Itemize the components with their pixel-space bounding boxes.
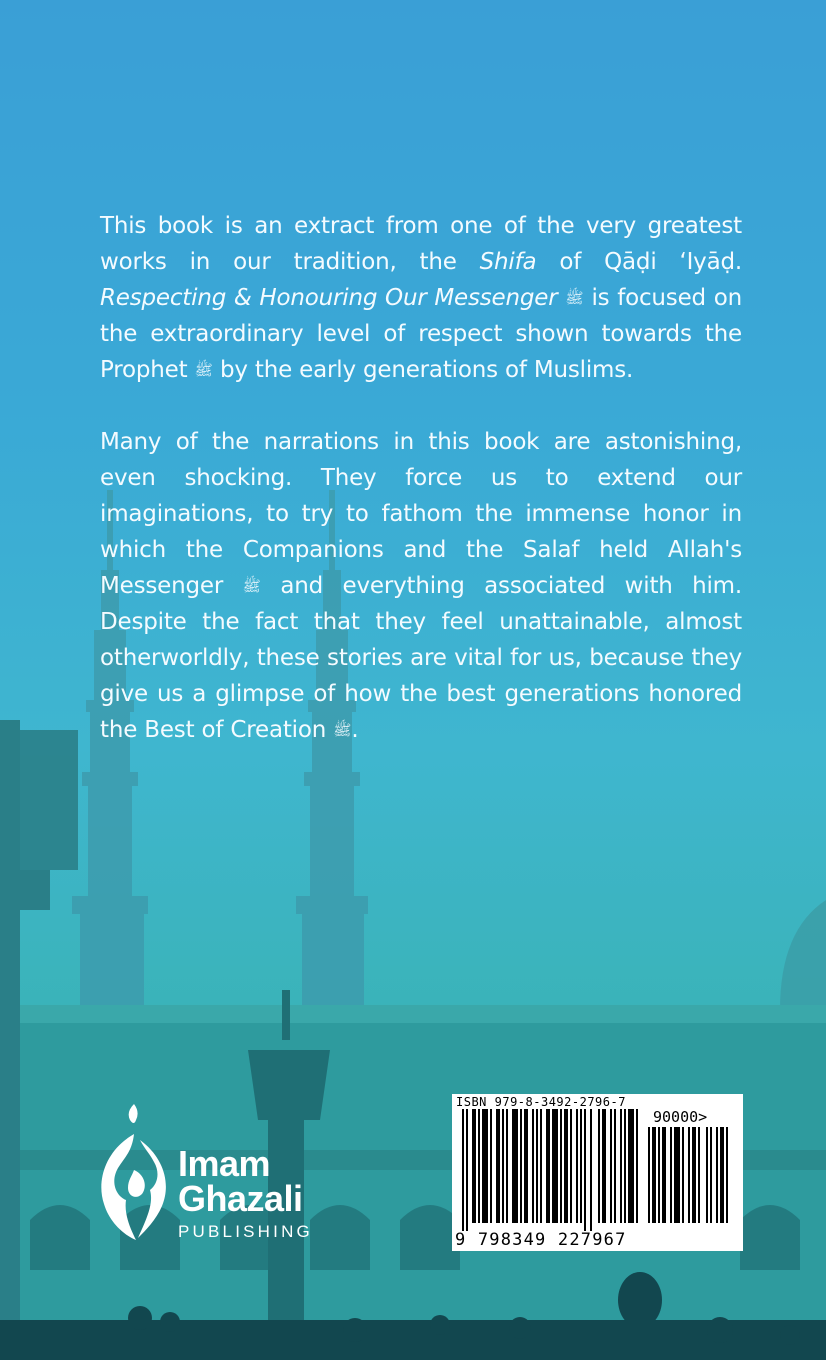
barcode-bar: [620, 1109, 622, 1223]
barcode-bar: [490, 1109, 492, 1223]
barcode-bar: [674, 1127, 680, 1223]
blurb-paragraph-2: [100, 424, 742, 748]
barcode-bar: [580, 1109, 582, 1223]
barcode-bar: [524, 1109, 528, 1223]
salawat-glyph: ﷺ: [194, 361, 213, 379]
isbn-barcode: [452, 1094, 743, 1251]
barcode-bar: [624, 1109, 626, 1223]
barcode-bar: [628, 1109, 634, 1223]
barcode-bar: [614, 1109, 616, 1223]
barcode-bar: [720, 1127, 724, 1223]
barcode-bar: [692, 1127, 696, 1223]
barcode-bar: [726, 1127, 728, 1223]
addon-bars: [648, 1127, 740, 1231]
barcode-bar: [710, 1127, 712, 1223]
publisher-name-line-1: Imam: [178, 1143, 271, 1184]
barcode-bar: [552, 1109, 558, 1223]
price-code: 90000>: [653, 1108, 708, 1126]
blurb-paragraph-1: [100, 208, 742, 388]
barcode-bar: [540, 1109, 542, 1223]
barcode-bar: [570, 1109, 572, 1223]
book-title-shifa: Shifa: [479, 249, 537, 275]
barcode-bar: [698, 1127, 700, 1223]
barcode-bar: [564, 1109, 568, 1223]
barcode-bar: [670, 1127, 672, 1223]
publisher-logo: [96, 1100, 346, 1250]
barcode-bar: [598, 1109, 600, 1223]
barcode-bar: [636, 1109, 638, 1223]
barcode-bar: [560, 1109, 562, 1223]
blurb-text: This book is an extract from one of the very greatest works in our tradition, the: [100, 213, 742, 275]
salawat-glyph: ﷺ: [333, 721, 352, 739]
blurb-text: is focused on the extraordinary level of respect shown towards the Prophet: [100, 285, 742, 383]
barcode-bar: [536, 1109, 538, 1223]
barcode-bar: [506, 1109, 508, 1223]
barcode-bar: [658, 1127, 660, 1223]
barcode-bar: [584, 1109, 586, 1231]
publisher-name-line-2: Ghazali: [178, 1178, 303, 1219]
barcode-bar: [532, 1109, 534, 1223]
barcode-bar: [716, 1127, 718, 1223]
barcode-bar: [466, 1109, 468, 1231]
blurb-text: .: [351, 717, 359, 743]
blurb-text: and everything associated with him. Despite the fact that they feel unattainable, almost otherworldly, these stories are vital for us, because they give us a glimpse of how the best generations honored the Best of Creation: [100, 573, 742, 743]
barcode-bar: [682, 1127, 684, 1223]
barcode-bar: [496, 1109, 500, 1223]
barcode-bar: [462, 1109, 464, 1231]
barcode-bar: [706, 1127, 708, 1223]
publisher-logo-mark-icon: [96, 1100, 172, 1242]
blurb-text: by the early generations of Muslims.: [212, 357, 634, 383]
salawat-glyph: ﷺ: [565, 289, 584, 307]
barcode-bar: [688, 1127, 690, 1223]
barcode-bar: [478, 1109, 480, 1223]
salawat-glyph: ﷺ: [242, 577, 261, 595]
barcode-bar: [472, 1109, 476, 1223]
barcode-bar: [648, 1127, 650, 1223]
blurb-text: of Qāḍi ‘Iyāḍ.: [536, 249, 742, 275]
book-title: Respecting & Honouring Our Messenger: [100, 285, 558, 311]
ean13-bars: [462, 1109, 642, 1231]
barcode-bar: [576, 1109, 578, 1223]
barcode-bar: [652, 1127, 656, 1223]
barcode-bar: [512, 1109, 518, 1223]
barcode-bar: [520, 1109, 522, 1223]
barcode-bar: [602, 1109, 606, 1223]
blurb-text: Many of the narrations in this book are astonishing, even shocking. They force us to extend our imaginations, to try to fathom the immense honor in which the Companions and the Salaf held Allah's Messenger: [100, 429, 742, 599]
barcode-digits: 9 798349 227967: [455, 1230, 627, 1250]
barcode-bar: [590, 1109, 592, 1231]
barcode-bar: [610, 1109, 612, 1223]
barcode-bar: [546, 1109, 550, 1223]
isbn-label: ISBN 979-8-3492-2796-7: [456, 1095, 626, 1109]
publisher-name-line-3: PUBLISHING: [178, 1222, 313, 1241]
barcode-bar: [502, 1109, 504, 1223]
publisher-name: [178, 1143, 313, 1242]
barcode-bar: [662, 1127, 666, 1223]
barcode-bar: [482, 1109, 488, 1223]
